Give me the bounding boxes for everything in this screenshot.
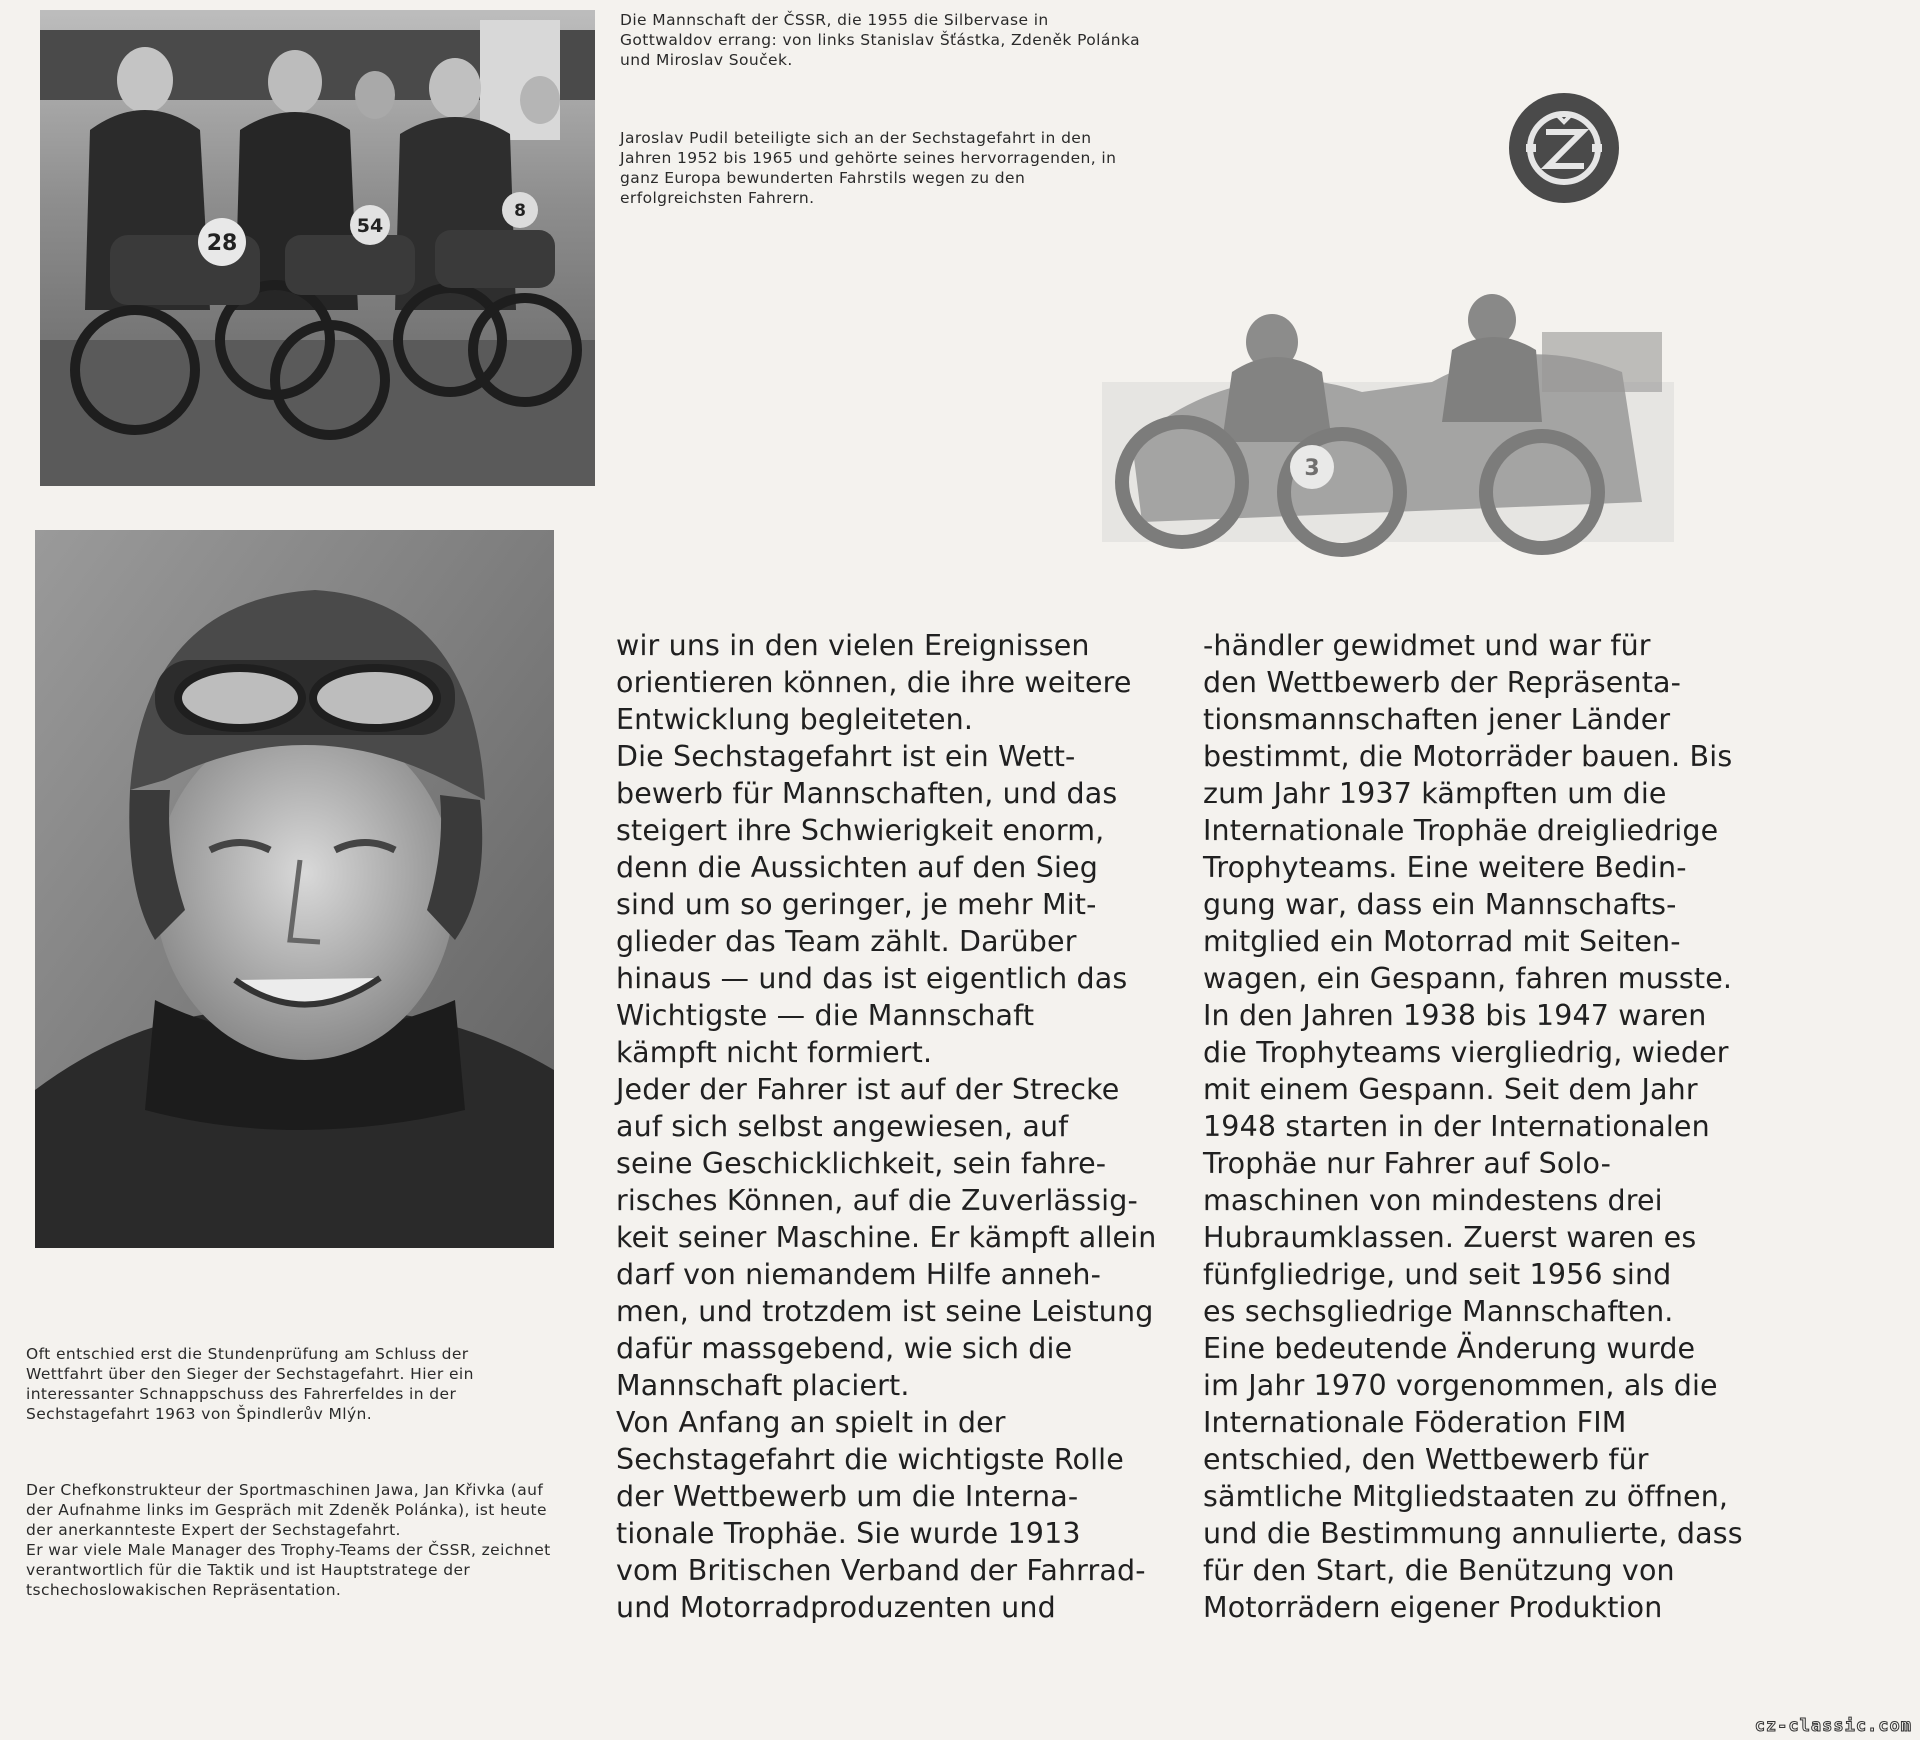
body-text-right-column: -händler gewidmet und war für den Wettbewerb der Repräsenta- tionsmannschaften jener Länder bestimmt, die Motorräder bauen. Bis zum Jahr 1937 kämpften um die Internationale Trophäe dreigliedrige Trophyteams. Eine weitere Bedin- gung war, dass ein Mannschafts- mitglied ein Motorrad mit Seiten- wagen, ein Gespann, fahren musste. In den Jahren 1938 bis 1947 waren die Trophyteams viergliedrig, wieder mit einem Gespann. Seit dem Jahr 1948 starten in der Internationalen Trophäe nur Fahrer auf Solo- maschinen von mindestens drei Hubraumklassen. Zuerst waren es fünfgliedrige, und seit 1956 sind es sechsgliedrige Mannschaften. Eine bedeutende Änderung wurde im Jahr 1970 vorgenommen, als die Internationale Föderation FIM entschied, den Wettbewerb für sämtliche Mitgliedstaaten zu öffnen, und die Bestimmung annulierte, dass für den Start, die Benützung von Motorrädern eigener Produktion xyxy=(1203,629,1743,1624)
number-plate-2: 54 xyxy=(356,215,384,237)
pudil-caption: Jaroslav Pudil beteiligte sich an der Sechstagefahrt in den Jahren 1952 bis 1965 und gehörte seines hervorragenden, in ganz Europa bewunderten Fahrstils wegen zu den erfolgreichsten Fahrern. xyxy=(620,129,1117,207)
watermark: cz-classic.com xyxy=(1754,1716,1912,1736)
portrait-photo xyxy=(35,530,554,1248)
body-text-middle-column: wir uns in den vielen Ereignissen orientieren können, die ihre weitere Entwicklung begleiteten. Die Sechstagefahrt ist ein Wett- bewerb für Mannschaften, und das steigert ihre Schwierigkeit enorm, denn die Aussichten auf den Sieg sind um so geringer, je mehr Mit- glieder das Team zählt. Darüber hinaus — und das ist eigentlich das Wichtigste — die Mannschaft kämpft nicht formiert. Jeder der Fahrer ist auf der Strecke auf sich selbst angewiesen, auf seine Geschicklichkeit, sein fahre- risches Können, auf die Zuverlässig- keit seiner Maschine. Er kämpft allein darf von niemandem Hilfe anneh- men, und trotzdem ist seine Leistung dafür massgebend, wie sich die Mannschaft placiert. Von Anfang an spielt in der Sechstagefahrt die wichtigste Rolle der Wettbewerb um die Interna- tionale Trophäe. Sie wurde 1913 vom Britischen Verband der Fahrrad- und Motorradproduzenten und xyxy=(616,629,1157,1624)
sidecar-number-plate: 3 xyxy=(1304,456,1320,481)
cz-logo xyxy=(1508,92,1620,204)
team-photo-caption: Die Mannschaft der ČSSR, die 1955 die Silbervase in Gottwaldov errang: von links Stanislav Šťástka, Zdeněk Polánka und Miroslav Souček. xyxy=(620,11,1141,69)
hour-test-caption: Oft entschied erst die Stundenprüfung am Schluss der Wettfahrt über den Sieger der Sechstagefahrt. Hier ein interessanter Schnappschuss des Fahrerfeldes in der Sechstagefahrt 1963 von Špindlerův Mlýn. xyxy=(26,1345,474,1423)
krivka-caption: Der Chefkonstrukteur der Sportmaschinen Jawa, Jan Křivka (auf der Aufnahme links im Gespräch mit Zdeněk Polánka), ist heute der anerkannteste Expert der Sechstagefahrt. Er war viele Male Manager des Trophy-Teams der ČSSR, zeichnet verantwortlich für die Taktik und ist Hauptstratege der tschechoslowakischen Repräsentation. xyxy=(26,1481,551,1599)
number-plate-3: 8 xyxy=(514,201,526,221)
number-plate-1: 28 xyxy=(206,231,238,256)
team-photo xyxy=(40,10,595,486)
sidecar-racing-illustration xyxy=(1102,272,1674,562)
